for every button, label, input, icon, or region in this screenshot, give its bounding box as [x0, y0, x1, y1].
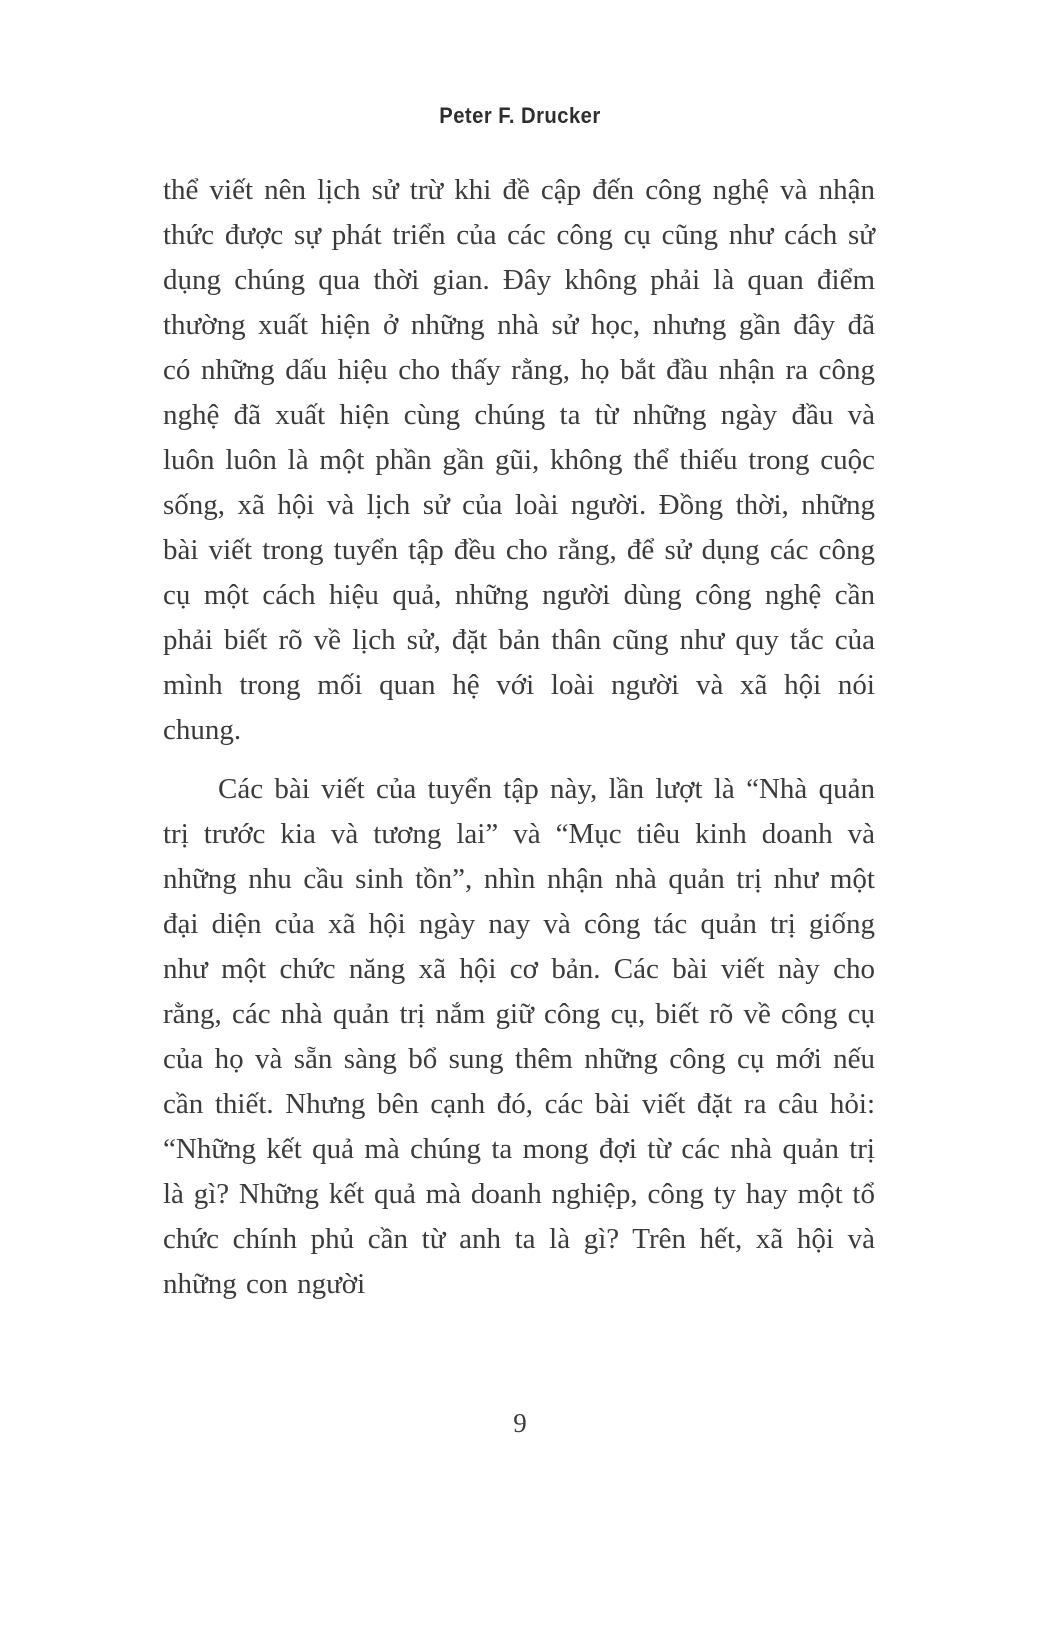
- page-number: 9: [513, 1408, 527, 1438]
- page-body: [163, 168, 875, 1307]
- running-header-author: Peter F. Drucker: [439, 103, 601, 128]
- paragraph-continuation: thể viết nên lịch sử trừ khi đề cập đến công nghệ và nhận thức được sự phát triển của các công cụ cũng như cách sử dụng chúng qua thời gian. Đây không phải là quan điểm thường xuất hiện ở những nhà sử học, nhưng gần đây đã có những dấu hiệu cho thấy rằng, họ bắt đầu nhận ra công nghệ đã xuất hiện cùng chúng ta từ những ngày đầu và luôn luôn là một phần gần gũi, không thể thiếu trong cuộc sống, xã hội và lịch sử của loài người. Đồng thời, những bài viết trong tuyển tập đều cho rằng, để sử dụng các công cụ một cách hiệu quả, những người dùng công nghệ cần phải biết rõ về lịch sử, đặt bản thân cũng như quy tắc của mình trong mối quan hệ với loài người và xã hội nói chung.: [163, 174, 875, 746]
- paragraph: Các bài viết của tuyển tập này, lần lượt là “Nhà quản trị trước kia và tương lai” và “Mục tiêu kinh doanh và những nhu cầu sinh tồn”, nhìn nhận nhà quản trị như một đại diện của xã hội ngày nay và công tác quản trị giống như một chức năng xã hội cơ bản. Các bài viết này cho rằng, các nhà quản trị nắm giữ công cụ, biết rõ về công cụ của họ và sẵn sàng bổ sung thêm những công cụ mới nếu cần thiết. Nhưng bên cạnh đó, các bài viết đặt ra câu hỏi: “Những kết quả mà chúng ta mong đợi từ các nhà quản trị là gì? Những kết quả mà doanh nghiệp, công ty hay một tổ chức chính phủ cần từ anh ta là gì? Trên hết, xã hội và những con người: [163, 773, 875, 1300]
